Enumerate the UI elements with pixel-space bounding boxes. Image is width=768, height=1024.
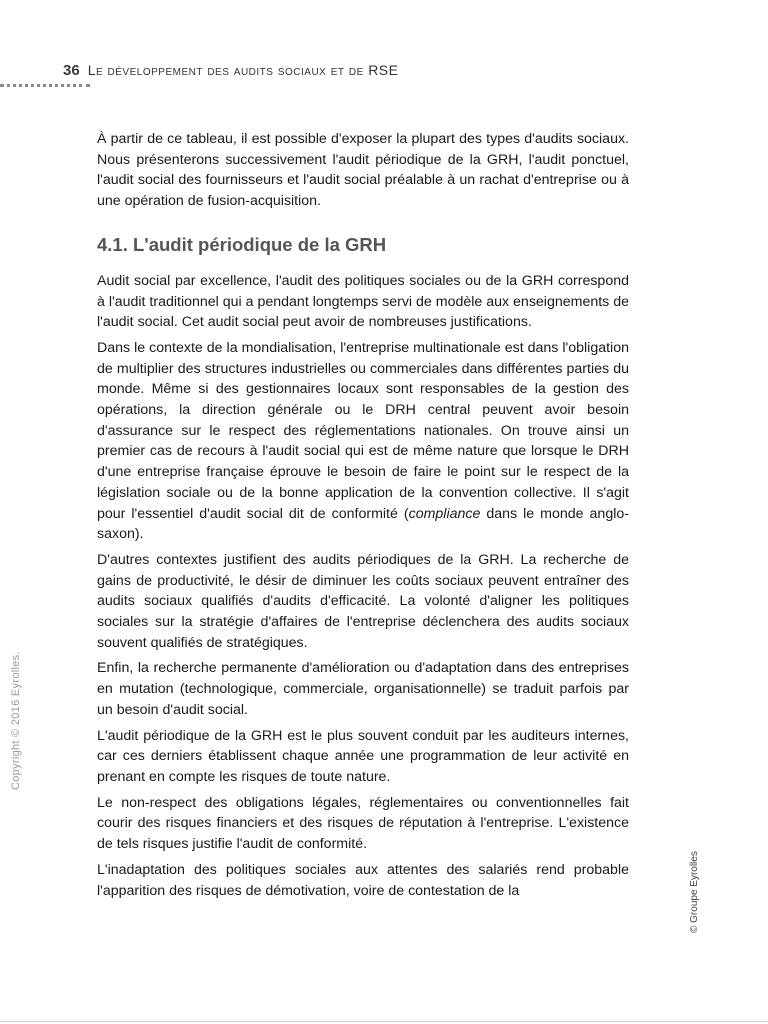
paragraph-2-tail: dans le monde anglo-saxon). [97, 505, 629, 543]
right-margin-copyright: © Groupe Eyrolles [689, 851, 700, 933]
left-margin-copyright: Copyright © 2016 Eyrolles. [10, 651, 22, 790]
paragraph-4: Enfin, la recherche permanente d'amélioration ou d'adaptation dans des entreprises en mutation (technologique, commerciale, organisationnelle) se traduit parfois par un besoin d'audit social. [97, 660, 629, 718]
paragraph-2-italic-term: compliance [408, 505, 481, 522]
running-title: Le développement des audits sociaux et de RSE [87, 62, 399, 78]
page-header [63, 62, 398, 82]
paragraph-5: L'audit périodique de la GRH est le plus souvent conduit par les auditeurs internes, car ces derniers établissent chaque année une programmation de leur activité en prenant en compte les risques de toute nature. [97, 727, 629, 785]
bottom-rule [0, 1021, 768, 1022]
page-number: 36 [63, 62, 80, 79]
paragraph-2 [97, 338, 629, 545]
paragraph-3: D'autres contextes justifient des audits périodiques de la GRH. La recherche de gains de productivité, le désir de diminuer les coûts sociaux peuvent entraîner des audits sociaux qualifiés d'audits d'efficacité. La volonté d'aligner les politiques sociales sur la stratégie d'affaires de l'entreprise déclenchera des audits sociaux souvent qualifiés de stratégiques. [97, 551, 629, 651]
header-dotted-rule [0, 84, 90, 93]
section-heading: 4.1. L'audit périodique de la GRH [97, 233, 387, 255]
paragraph-2-text: Dans le contexte de la mondialisation, l'entreprise multinationale est dans l'obligation de multiplier des structures industrielles ou commerciales dans différentes parties du monde. Même si des gestionnaires locaux sont responsables de la gestion des opérations, la direction générale ou le DRH central peuvent avoir besoin d'assurance sur le respect des réglementations nationales. On trouve ainsi un premier cas de recours à l'audit social qui est de même nature que lorsque le DRH d'une entreprise française éprouve le besoin de faire le point sur le respect de la législation sociale ou de la bonne application de la convention collective. Il s'agit pour l'essentiel d'audit social dit de conformité ( [97, 339, 629, 522]
paragraph-7: L'inadaptation des politiques sociales aux attentes des salariés rend probable l'apparition des risques de démotivation, voire de contestation de la [97, 861, 629, 899]
paragraph-6: Le non-respect des obligations légales, réglementaires ou conventionnelles fait courir des risques financiers et des risques de réputation à l'entreprise. L'existence de tels risques justifie l'audit de conformité. [97, 794, 629, 853]
intro-paragraph: À partir de ce tableau, il est possible d'exposer la plupart des types d'audits sociaux. Nous présenterons successivement l'audit périodique de la GRH, l'audit ponctuel, l'audit social des fournisseurs et l'audit social préalable à un rachat d'entreprise ou à une opération de fusion-acquisition. [97, 131, 629, 210]
page-body [97, 129, 629, 906]
paragraph-1: Audit social par excellence, l'audit des politiques sociales ou de la GRH correspond à l'audit traditionnel qui a pendant longtemps servi de modèle aux enseignements de l'audit social. Cet audit social peut avoir de nombreuses justifications. [97, 272, 629, 331]
